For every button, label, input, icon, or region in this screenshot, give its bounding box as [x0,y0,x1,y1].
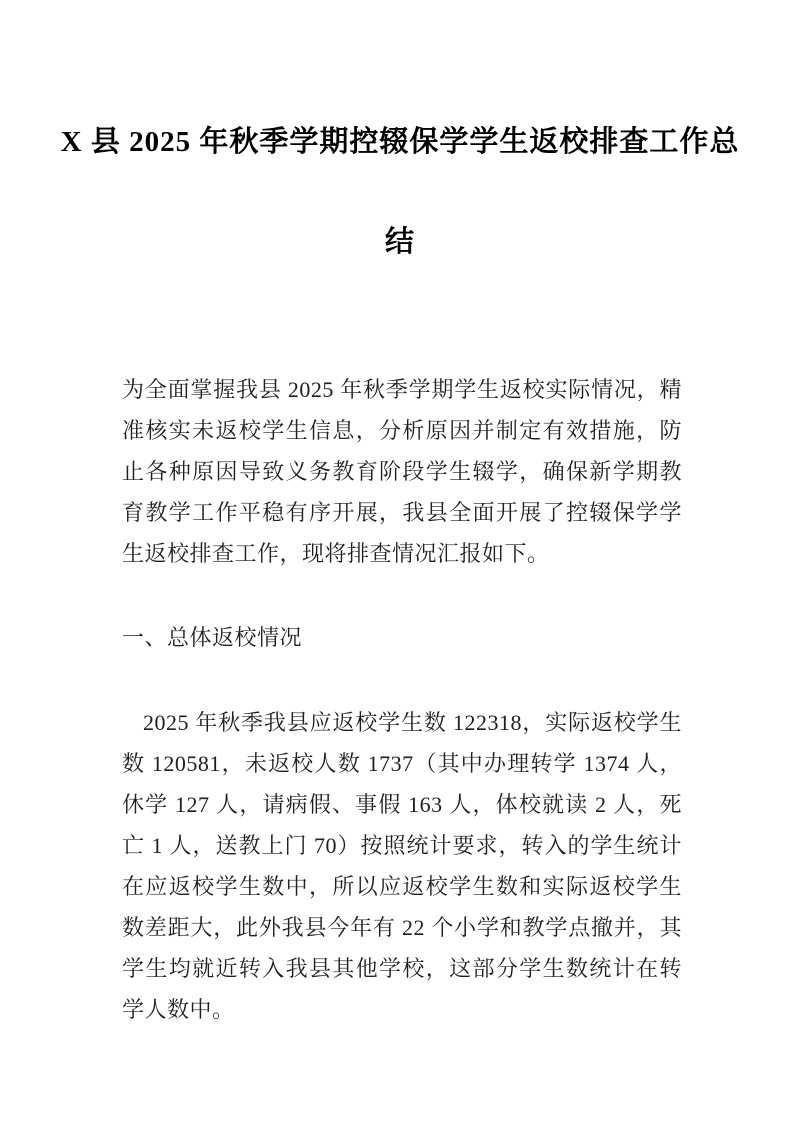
intro-paragraph: 为全面掌握我县 2025 年秋季学期学生返校实际情况，精准核实未返校学生信息，分析原因并制定有效措施，防止各种原因导致义务教育阶段学生辍学，确保新学期教育教学工作平稳有序开展，我县全面开展了控辍保学学生返校排查工作，现将排查情况汇报如下。 [122,377,682,566]
section-heading-1: 一、总体返校情况 [122,625,303,650]
title-line-1: X 县 2025 年秋季学期控辍保学学生返校排查工作总 [60,126,740,158]
section-1-paragraph: 2025 年秋季我县应返校学生数 122318，实际返校学生数 120581，未返校人数 1737（其中办理转学 1374 人，休学 127 人，请病假、事假 163 人，体校就读 2 人，死亡 1 人，送教上门 70）按照统计要求，转入的学生统计在应返校学生数中，所以应返校学生数和实际返校学生数差距大，此外我县今年有 22 个小学和教学点撤并，其学生均就近转入我县其他学校，这部分学生数统计在转学人数中。 [122,710,682,1022]
title-line-2: 结 [384,226,415,258]
document-title [0,0,800,292]
